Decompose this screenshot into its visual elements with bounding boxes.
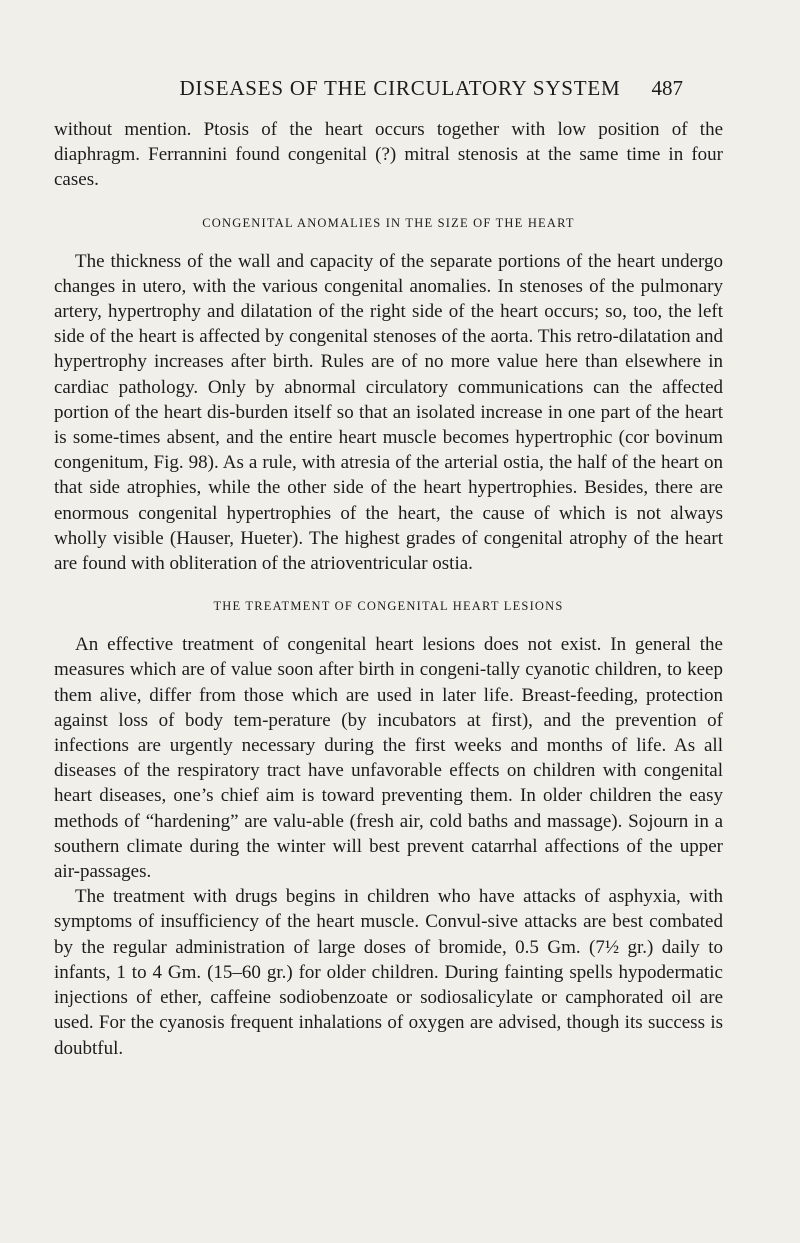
paragraph-treatment-2: The treatment with drugs begins in children who have attacks of asphyxia, with symptoms of insufficiency of the heart muscle. Convul-sive attacks are best combated by the regular administration of large doses of bromide, 0.5 Gm. (7½ gr.) daily to infants, 1 to 4 Gm. (15–60 gr.) for older children. During fainting spells hypodermatic injections of ether, caffeine sodiobenzoate or sodiosalicylate or camphorated oil are used. For the cyanosis frequent inhalations of oxygen are advised, though its success is doubtful. xyxy=(54,886,723,1059)
page-number: 487 xyxy=(651,76,683,100)
running-head-title: DISEASES OF THE CIRCULATORY SYSTEM xyxy=(179,76,621,100)
paragraph-intro: without mention. Ptosis of the heart occurs together with low position of the diaphragm. Ferrannini found congenital (?) mitral stenosis at the same time in four cases. xyxy=(54,119,723,191)
section-heading-size: CONGENITAL ANOMALIES IN THE SIZE OF THE HEART xyxy=(202,215,575,230)
paragraph-treatment-1: An effective treatment of congenital heart lesions does not exist. In general the measures which are of value soon after birth in congeni-tally cyanotic children, to keep them alive, differ from those which are used in later life. Breast-feeding, protection against loss of body tem-perature (by incubators at first), and the prevention of infections are urgently necessary during the first weeks and months of life. As all diseases of the respiratory tract have unfavorable effects on children with congenital heart diseases, one’s chief aim is toward preventing them. In older children the easy methods of “hardening” are valu-able (fresh air, cold baths and massage). Sojourn in a southern climate during the winter will best prevent catarrhal affections of the upper air-passages. xyxy=(54,634,723,883)
running-head xyxy=(0,76,800,100)
section-heading-treatment: THE TREATMENT OF CONGENITAL HEART LESIONS xyxy=(213,599,564,614)
paragraph-size: The thickness of the wall and capacity of the separate portions of the heart undergo changes in utero, with the various congenital anomalies. In stenoses of the pulmonary artery, hypertrophy and dilatation of the right side of the heart occurs; so, too, the left side of the heart is affected by congenital stenoses of the aorta. This retro-dilatation and hypertrophy increases after birth. Rules are of no more value here than elsewhere in cardiac pathology. Only by abnormal circulatory communications can the affected portion of the heart dis-burden itself so that an isolated increase in one part of the heart is some-times absent, and the entire heart muscle becomes hypertrophic (cor bovinum congenitum, Fig. 98). As a rule, with atresia of the arterial ostia, the half of the heart on that side atrophies, while the other side of the heart hypertrophies. Besides, there are enormous congenital hypertrophies of the heart, the cause of which is not always wholly visible (Hauser, Hueter). The highest grades of congenital atrophy of the heart are found with obliteration of the atrioventricular ostia. xyxy=(54,250,723,575)
page-body xyxy=(54,117,723,1061)
